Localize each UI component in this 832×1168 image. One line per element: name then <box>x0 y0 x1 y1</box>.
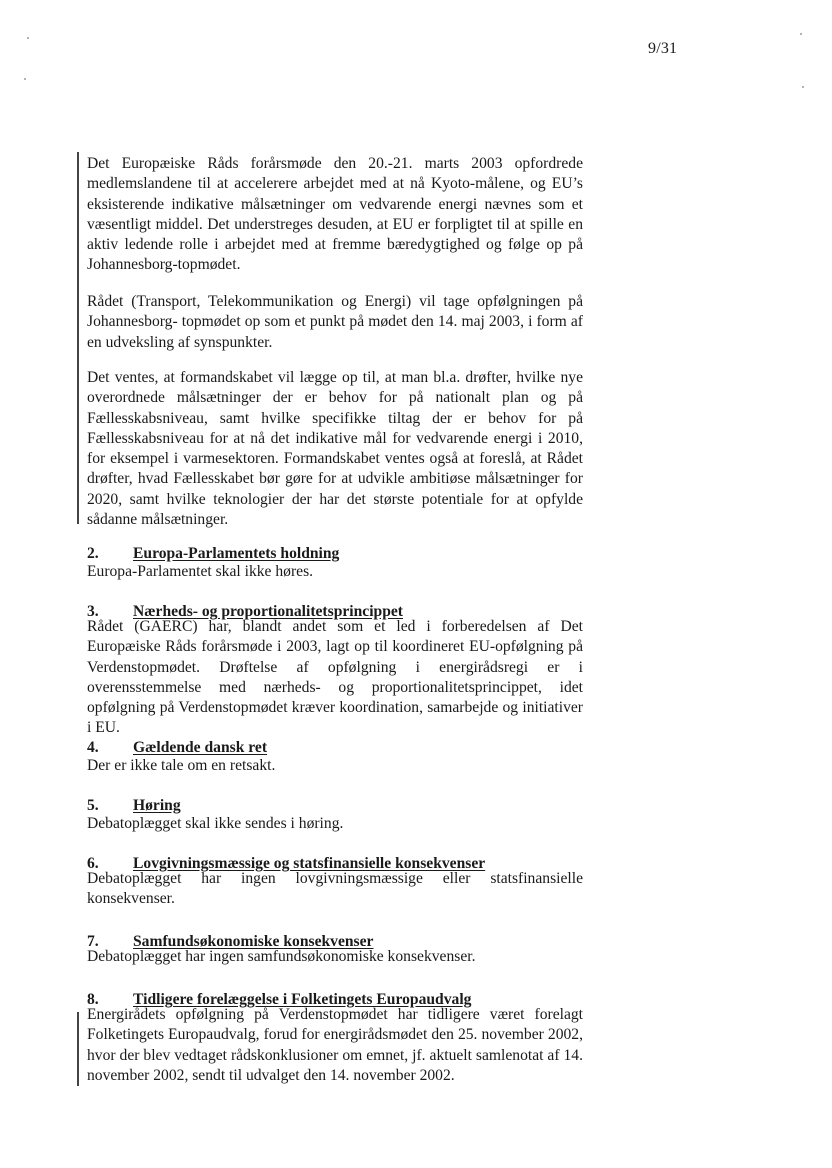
section-title: Europa-Parlamentets holdning <box>133 545 340 562</box>
section-text: Debatoplægget har ingen samfundsøkonomiske konsekvenser. <box>87 948 476 965</box>
section-4-heading <box>87 738 583 758</box>
paragraph-1 <box>87 154 583 276</box>
section-text: Debatoplægget har ingen lovgivningsmæssige eller statsfinansielle konsekvenser. <box>87 870 583 908</box>
section-5-heading <box>87 796 583 816</box>
section-title: Tidligere forelæggelse i Folketingets Europaudvalg <box>133 991 472 1008</box>
section-number: 7. <box>87 933 99 950</box>
section-title: Gældende dansk ret <box>133 739 268 756</box>
section-4-text <box>87 756 583 776</box>
section-number: 6. <box>87 855 99 872</box>
section-text: Rådet (GAERC) har, blandt andet som et led i forberedelsen af Det Europæiske Råds forårsmøde i 2003, lagt op til koordineret EU-opfølgning på Verdenstopmødet. Drøftelse af opfølgning i energirådsregi er i overensstemmelse med nærheds- og proportionalitetsprincippet, idet opfølgning på Verdenstopmødet kræver koordination, samarbejde og initiativer i EU. <box>87 618 583 737</box>
section-text: Energirådets opfølgning på Verdenstopmødet har tidligere været forelagt Folketingets Europaudvalg, forud for energirådsmødet den 25. november 2002, hvor der blev vedtaget rådskonklusioner om emnet, jf. aktuelt samlenotat af 14. november 2002, sendt til udvalget den 14. november 2002. <box>87 1006 583 1084</box>
section-2-heading <box>87 544 583 564</box>
section-number: 2. <box>87 545 99 562</box>
change-bar <box>77 152 79 524</box>
paragraph-2 <box>87 292 583 353</box>
section-title: Samfundsøkonomiske konsekvenser <box>133 933 374 950</box>
section-text: Europa-Parlamentet skal ikke høres. <box>87 563 314 580</box>
section-number: 8. <box>87 991 99 1008</box>
section-number: 5. <box>87 797 99 814</box>
section-number: 3. <box>87 603 99 620</box>
change-bar <box>77 1012 79 1086</box>
paragraph-text: Det Europæiske Råds forårsmøde den 20.-21. marts 2003 opfordrede medlemslandene til at accelerere arbejdet med at nå Kyoto-målene, og EU’s eksisterende indikative målsætninger om vedvarende energi nævnes som et væsentligt middel. Det understreges desuden, at EU er forpligtet til at spille en aktiv ledende rolle i arbejdet med at fremme bæredygtighed og følge op på Johannesborg-topmødet. <box>87 155 583 274</box>
section-5-text <box>87 814 583 834</box>
section-7-text <box>87 947 583 967</box>
scan-speck <box>24 78 26 80</box>
scan-speck <box>27 37 29 39</box>
section-title: Lovgivningsmæssige og statsfinansielle konsekvenser <box>133 855 486 872</box>
page-number: 9/31 <box>648 40 678 57</box>
paragraph-3 <box>87 368 583 530</box>
section-6-text <box>87 869 583 910</box>
scan-speck <box>802 86 804 88</box>
section-text: Der er ikke tale om en retsakt. <box>87 757 276 774</box>
section-8-text <box>87 1005 583 1086</box>
section-title: Høring <box>133 797 181 814</box>
section-text: Debatoplægget skal ikke sendes i høring. <box>87 815 344 832</box>
section-2-text <box>87 562 583 582</box>
paragraph-text: Rådet (Transport, Telekommunikation og Energi) vil tage opfølgningen på Johannesborg- topmødet op som et punkt på mødet den 14. maj 2003, i form af en udveksling af synspunkter. <box>87 293 583 351</box>
section-title: Nærheds- og proportionalitetsprincippet <box>133 603 404 620</box>
scan-speck <box>800 33 802 35</box>
paragraph-text: Det ventes, at formandskabet vil lægge op til, at man bl.a. drøfter, hvilke nye overordnede målsætninger der er behov for på nationalt plan og på Fællesskabsniveau, samt hvilke specifikke tiltag der er behov for på Fællesskabsniveau for at nå det indikative mål for vedvarende energi i 2010, for eksempel i varmesektoren. Formandskabet ventes også at foreslå, at Rådet drøfter, hvad Fællesskabet bør gøre for at udvikle ambitiøse målsætninger for 2020, samt hvilke teknologier der har det største potentiale for at opfylde sådanne målsætninger. <box>87 369 583 529</box>
section-number: 4. <box>87 739 99 756</box>
section-3-text <box>87 617 583 739</box>
